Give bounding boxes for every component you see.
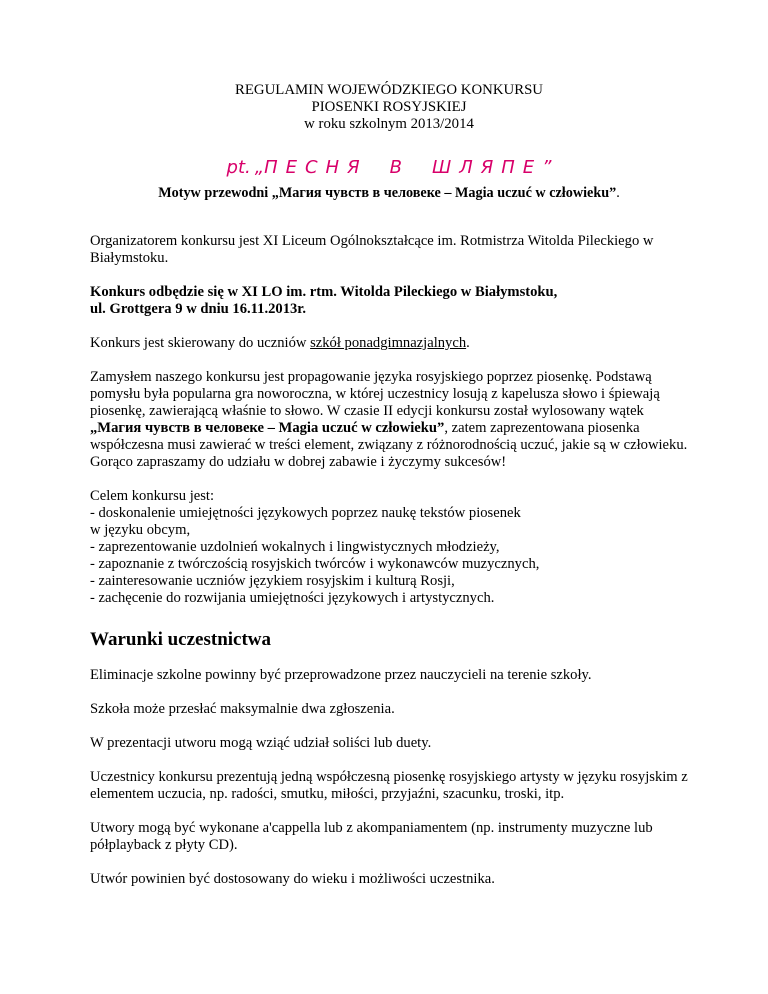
- audience-text: Konkurs jest skierowany do uczniów: [90, 335, 311, 351]
- header-line-2: PIOSENKI ROSYJSKIEJ: [311, 99, 467, 115]
- audience-tail: .: [466, 335, 470, 351]
- conditions-paragraph: Szkoła może przesłać maksymalnie dwa zgłoszenia.: [90, 701, 395, 717]
- list-item: - zaprezentowanie uzdolnień wokalnych i lingwistycznych młodzieży,: [90, 539, 500, 555]
- goals-section: [90, 488, 688, 607]
- audience-underlined: szkół ponadgimnazjalnych: [310, 335, 467, 351]
- conditions-paragraph: Eliminacje szkolne powinny być przeprowadzone przez nauczycieli na terenie szkoły.: [90, 667, 592, 683]
- list-item: - doskonalenie umiejętności językowych poprzez naukę tekstów piosenek: [90, 505, 521, 521]
- contest-title: [90, 157, 688, 179]
- title-word-2: В: [389, 157, 410, 178]
- title-prefix: pt.: [226, 157, 251, 178]
- title-word-3: ШЛЯПЕ: [431, 157, 543, 178]
- venue-paragraph: [90, 284, 688, 318]
- list-item: w języku obcym,: [90, 522, 191, 538]
- header-line-1: REGULAMIN WOJEWÓDZKIEGO KONKURSU: [235, 82, 543, 98]
- motto-text: Motyw przewodni „Магия чувств в человеке – Magia uczuć w człowieku”: [158, 185, 617, 201]
- motto: [90, 185, 688, 202]
- audience-paragraph: [90, 335, 688, 352]
- venue-line-2: ul. Grottgera 9 w dniu 16.11.2013r.: [90, 301, 307, 317]
- intro-part-2: , zatem zaprezentowana piosenka współczesna musi zawierać w treści element, związany z różnorodnością uczuć, jakie są w człowieku.: [90, 420, 688, 453]
- title-close-quote: ”: [542, 157, 552, 178]
- intro-part-1: Zamysłem naszego konkursu jest propagowanie języka rosyjskiego poprzez piosenkę. Podstawą pomysłu była popularna gra noworoczna, w której uczestnicy losują z kapelusza słowo i śpiewają piosenkę, zawierającą właśnie to słowo. W czasie II edycji konkursu został wylosowany wątek: [90, 369, 660, 419]
- intro-bold-theme: „Магия чувств в человеке – Magia uczuć w człowieku”: [90, 420, 445, 436]
- conditions-heading: Warunki uczestnictwa: [90, 629, 272, 650]
- conditions-paragraph: Utwór powinien być dostosowany do wieku i możliwości uczestnika.: [90, 871, 495, 887]
- header-line-3: w roku szkolnym 2013/2014: [304, 116, 474, 132]
- intro-closing: Gorąco zapraszamy do udziału w dobrej zabawie i życzymy sukcesów!: [90, 454, 507, 470]
- organizer-paragraph: Organizatorem konkursu jest XI Liceum Ogólnokształcące im. Rotmistrza Witolda Pileckiego w Białymstoku.: [90, 233, 654, 266]
- list-item: - zainteresowanie uczniów językiem rosyjskim i kulturą Rosji,: [90, 573, 455, 589]
- venue-line-1: Konkurs odbędzie się w XI LO im. rtm. Witolda Pileckiego w Białymstoku,: [90, 284, 558, 300]
- motto-tail: .: [616, 185, 620, 201]
- goals-heading: Celem konkursu jest:: [90, 488, 215, 504]
- intro-paragraph: [90, 369, 688, 471]
- goals-list: [90, 505, 688, 607]
- conditions-paragraph: W prezentacji utworu mogą wziąć udział soliści lub duety.: [90, 735, 432, 751]
- conditions-paragraph: Utwory mogą być wykonane a'cappella lub z akompaniamentem (np. instrumenty muzyczne lub półplayback z płyty CD).: [90, 820, 653, 853]
- title-word-1: ПЕСНЯ: [264, 157, 368, 178]
- conditions-paragraph: Uczestnicy konkursu prezentują jedną współczesną piosenkę rosyjskiego artysty w języku rosyjskim z elementem uczucia, np. radości, smutku, miłości, przyjaźni, szacunku, troski, itp.: [90, 769, 688, 802]
- list-item: - zachęcenie do rozwijania umiejętności językowych i artystycznych.: [90, 590, 495, 606]
- document-header: [90, 82, 688, 133]
- title-open-quote: „: [254, 157, 265, 178]
- list-item: - zapoznanie z twórczością rosyjskich twórców i wykonawców muzycznych,: [90, 556, 540, 572]
